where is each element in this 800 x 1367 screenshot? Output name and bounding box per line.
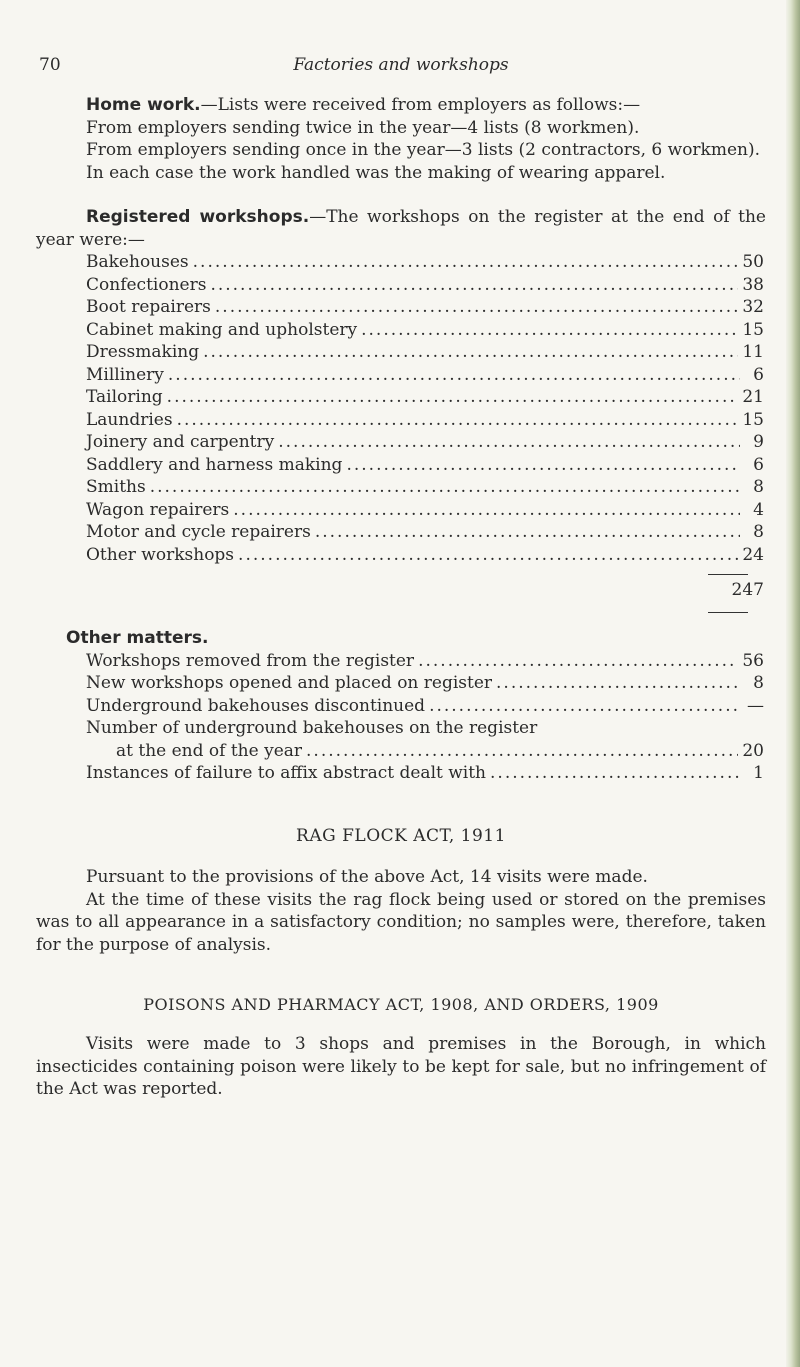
workshop-row-value: 24 [742, 544, 764, 565]
workshop-row-label: Bakehouses [86, 252, 189, 272]
workshop-row [86, 251, 764, 274]
dot-leader [167, 386, 739, 409]
other-matter-row [86, 695, 764, 718]
workshop-row-label: Laundries [86, 409, 173, 430]
other-matter-row-label: Underground bakehouses discontinued [86, 695, 426, 716]
dot-leader [150, 476, 740, 499]
workshop-row [86, 296, 764, 319]
rag-flock-paragraph-2: At the time of these visits the rag flock being used or stored on the premises was to all appearance in a satisfactory condition; no samples were, therefore, taken for the purpose of analysis. [36, 889, 766, 955]
home-work-line-3: In each case the work handled was the making of wearing apparel. [86, 162, 666, 183]
other-matters-hanging-item: Number of underground bakehouses on the register at the end of the year ..... 20 [86, 717, 764, 762]
workshop-row [86, 521, 764, 544]
workshop-row-value: 15 [742, 409, 764, 430]
workshop-row [86, 364, 764, 387]
dot-leader [346, 454, 740, 477]
workshops-total: 247 [731, 580, 764, 600]
workshop-row [86, 544, 764, 567]
workshop-row [86, 409, 764, 432]
workshop-row [86, 499, 764, 522]
other-matter-row-value: 56 [742, 650, 764, 671]
workshop-row-label: Wagon repairers [86, 499, 230, 520]
home-work-heading: Home work. [86, 95, 201, 115]
dot-leader [168, 364, 740, 387]
poisons-paragraph: Visits were made to 3 shops and premises in the Borough, in which insecticides containing poison were likely to be kept for sale, but no infringement of the Act was reported. [36, 1034, 766, 1099]
total-rule-bottom [708, 612, 748, 613]
home-work-section [36, 94, 766, 184]
dot-leader [361, 319, 738, 342]
other-matter-row [86, 650, 764, 673]
workshop-row-label: Boot repairers [86, 297, 211, 317]
workshop-row [86, 341, 764, 364]
workshop-row-value: 6 [753, 364, 764, 385]
workshop-row [86, 386, 764, 409]
rag-flock-section [36, 866, 766, 956]
other-matters-section [36, 627, 766, 785]
other-matter-row-value: 8 [753, 673, 764, 693]
page-number: 70 [39, 55, 61, 75]
home-work-line-2: From employers sending once in the year—3 lists (2 contractors, 6 workmen). [86, 140, 761, 160]
dot-leader [496, 672, 740, 695]
running-head: Factories and workshops [293, 55, 509, 75]
dot-leader [429, 695, 740, 718]
other-matter-row-value: — [747, 695, 764, 716]
dot-leader [238, 544, 738, 567]
total-rule [708, 574, 748, 575]
workshop-row-value: 32 [742, 297, 764, 317]
home-work-line-1: From employers sending twice in the year—4 lists (8 workmen). [86, 117, 640, 138]
workshop-row-value: 38 [742, 274, 764, 295]
poisons-title: POISONS AND PHARMACY ACT, 1908, AND ORDERS, 1909 [143, 995, 659, 1014]
dot-leader [278, 431, 740, 454]
workshop-row [86, 274, 764, 297]
workshop-row-value: 50 [742, 252, 764, 272]
workshop-row [86, 476, 764, 499]
rag-flock-paragraph-1: Pursuant to the provisions of the above Act, 14 visits were made. [86, 867, 648, 887]
registered-workshops-section [36, 206, 766, 566]
other-matter-row [86, 672, 764, 695]
home-work-intro: Home work.—Lists were received from employers as follows:— [86, 95, 641, 115]
other-matters-last-item: Instances of failure to affix abstract dealt with ..... 1 [86, 762, 764, 785]
workshop-list [36, 251, 766, 566]
page-edge-shadow [786, 0, 800, 1367]
workshop-row-value: 9 [753, 432, 764, 452]
other-matters-hanging-value: 20 [742, 740, 764, 761]
dot-leader [193, 251, 739, 274]
other-matters-heading-line [66, 627, 766, 650]
workshop-row-value: 4 [753, 499, 764, 520]
workshop-row-label: Millinery [86, 364, 164, 385]
registered-workshops-intro: Registered workshops.—The workshops on the register at the end of the year were:— [36, 207, 766, 250]
workshop-row-value: 15 [742, 319, 764, 340]
workshop-row-label: Joinery and carpentry [86, 432, 275, 452]
workshop-row-label: Motor and cycle repairers [86, 522, 311, 542]
dot-leader [418, 650, 738, 673]
dot-leader [233, 499, 740, 522]
workshop-row [86, 454, 764, 477]
other-matters-heading: Other matters. [66, 628, 209, 648]
workshop-row-label: Confectioners [86, 274, 207, 295]
workshop-row-label: Dressmaking [86, 342, 200, 362]
workshop-row-value: 8 [753, 522, 764, 542]
registered-workshops-heading: Registered workshops. [86, 207, 310, 227]
dot-leader [203, 341, 738, 364]
workshop-row-value: 8 [753, 477, 764, 497]
workshop-row-label: Smiths [86, 477, 146, 497]
poisons-section [36, 1033, 766, 1101]
workshop-row-label: Tailoring [86, 387, 163, 407]
workshop-row-label: Other workshops [86, 544, 235, 565]
workshop-row-value: 11 [742, 342, 764, 362]
workshop-row-value: 6 [753, 454, 764, 475]
workshop-row [86, 431, 764, 454]
other-matter-row-label: Workshops removed from the register [86, 650, 415, 671]
other-matter-row-label: New workshops opened and placed on register [86, 673, 493, 693]
workshop-row [86, 319, 764, 342]
rag-flock-title: RAG FLOCK ACT, 1911 [296, 826, 506, 846]
page-header [36, 55, 766, 81]
workshop-row-label: Saddlery and harness making [86, 454, 343, 475]
workshop-row-label: Cabinet making and upholstery [86, 319, 358, 340]
dot-leader [177, 409, 739, 432]
dot-leader [315, 521, 740, 544]
dot-leader [210, 274, 738, 297]
other-matters-list [36, 650, 766, 718]
dot-leader [215, 296, 738, 319]
workshop-row-value: 21 [742, 387, 764, 407]
